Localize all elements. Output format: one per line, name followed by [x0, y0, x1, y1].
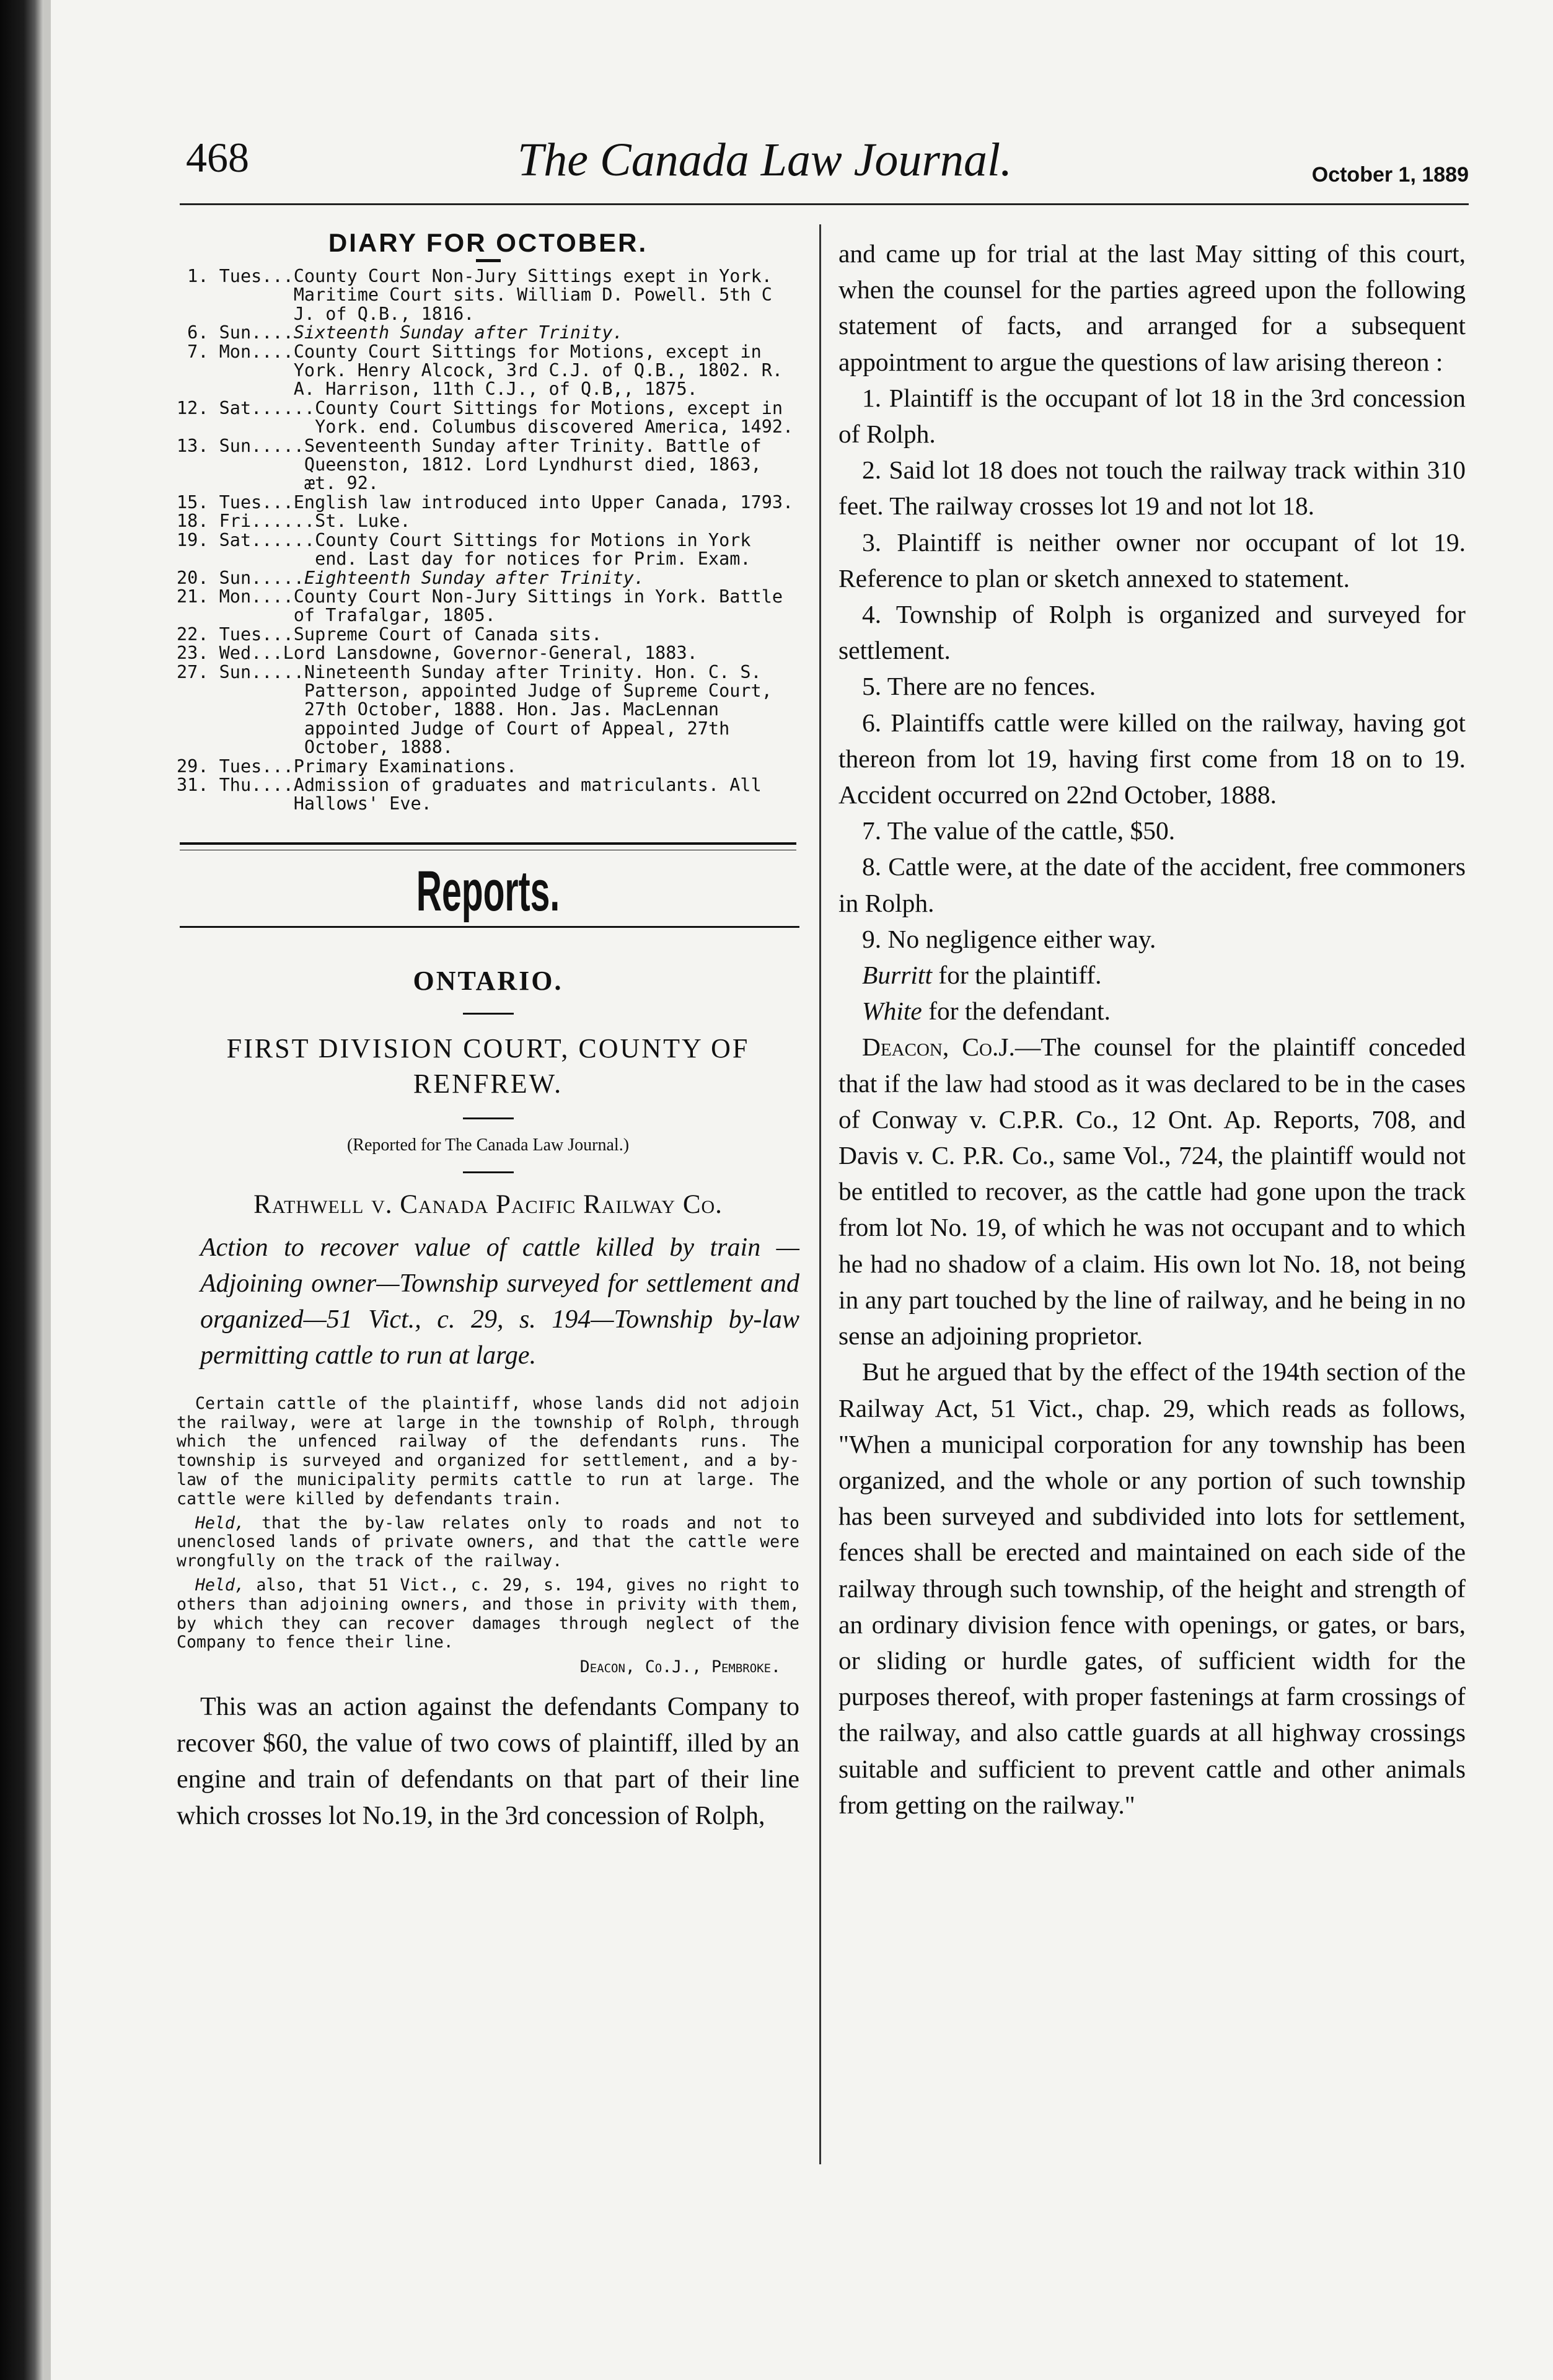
diary-day: 15. Tues... [177, 491, 294, 513]
diary-entry [177, 776, 799, 814]
diary-entry [177, 663, 799, 757]
journal-title: The Canada Law Journal. [517, 134, 1013, 186]
diary-text-italic: Eighteenth Sunday after Trinity. [304, 567, 645, 588]
diary-text: Supreme Court of Canada sits. [293, 624, 602, 645]
diary-day: 20. Sun..... [177, 567, 304, 588]
diary-text: County Court Non-Jury Sittings exept in York. Maritime Court sits. William D. Powell. 5th C J. of Q.B., 1816. [293, 266, 772, 324]
diary-text: Primary Examinations. [293, 756, 517, 777]
diary-title: DIARY FOR OCTOBER. [328, 228, 648, 257]
counsel-name: White [862, 997, 922, 1026]
diary-text: Lord Lansdowne, Governor-General, 1883. [283, 643, 698, 664]
section-double-rule [180, 842, 796, 850]
case-title-text: Rathwell v. Canada Pacific Railway Co. [253, 1189, 723, 1219]
diary-day: 31. Thu.... [177, 774, 294, 795]
diary-entry [177, 588, 799, 625]
reports-rule [180, 926, 799, 928]
diary-entry [177, 324, 799, 342]
diary-text: County Court Sittings for Motions in York end. Last day for notices for Prim. Exam. [315, 529, 751, 570]
diary-day: 22. Tues... [177, 624, 294, 645]
summary-held-2 [177, 1576, 799, 1652]
fact-6: 6. Plaintiffs cattle were killed on the railway, having got thereon from lot 19, having first come from 18 on to 19. Accident occurred on 22nd October, 1888. [838, 708, 1466, 809]
book-binding-shadow [0, 0, 43, 2380]
diary-entry [177, 343, 799, 399]
diary-text [304, 569, 799, 588]
diary-day: 19. Sat...... [177, 529, 315, 550]
diary-entry [177, 399, 799, 437]
left-column [177, 228, 799, 1834]
counsel-plaintiff [838, 957, 1466, 993]
reported-for: (Reported for The Canada Law Journal.) [346, 1135, 630, 1155]
summary-held-1 [177, 1514, 799, 1571]
body-paragraph: This was an action against the defendants Company to recover $60, the value of two cows of plaintiff, illed by an engine and train of defendants on that part of their line which crosses lot No.19, in the 3rd concession of Rolph, [177, 1693, 799, 1830]
diary-text [294, 324, 799, 342]
held-label: Held, [195, 1513, 245, 1533]
case-headnote: Action to recover value of cattle killed by train —Adjoining owner—Township surveyed for settlement and organized—51 Vict., c. 29, s. 194—Township by-law permitting cattle to run at large. [200, 1233, 799, 1370]
counsel-role: for the defendant. [922, 997, 1111, 1026]
header-rule [180, 203, 1469, 205]
case-summary [177, 1395, 799, 1652]
issue-date: October 1, 1889 [1311, 163, 1469, 187]
diary-day: 23. Wed... [177, 643, 283, 664]
judgment-paragraph-1 [838, 1029, 1466, 1354]
diary-entry [177, 493, 799, 512]
diary-entry [177, 512, 799, 531]
fact-2: 2. Said lot 18 does not touch the railway track within 310 feet. The railway crosses lot 19 and not lot 18. [838, 456, 1466, 521]
binding-edge [43, 0, 51, 2380]
diary-day: 27. Sun..... [177, 661, 304, 682]
diary-entry [177, 625, 799, 644]
diary-entry [177, 569, 799, 588]
column-divider [819, 224, 821, 2164]
diary-day: 7. Mon.... [177, 341, 294, 362]
judge-attribution: Deacon, Co.J., Pembroke. [579, 1657, 781, 1677]
diary-entry [177, 757, 799, 776]
diary-text: County Court Sittings for Motions, except in York. Henry Alcock, 3rd C.J. of Q.B., 1802. R. A. Harrison, 11th C.J., of Q.B,, 1875. [293, 341, 783, 400]
fact-4: 4. Township of Rolph is organized and surveyed for settlement. [838, 600, 1466, 665]
short-dash [463, 1013, 514, 1015]
held-text: also, that 51 Vict., c. 29, s. 194, gives no right to others than adjoining owners, and those in privity with them, by which they can recover damages through neglect of the Company to fence their line. [177, 1575, 799, 1652]
fact-3: 3. Plaintiff is neither owner nor occupant of lot 19. Reference to plan or sketch annexed to statement. [838, 527, 1466, 593]
diary-list [177, 267, 799, 814]
counsel-role: for the plaintiff. [932, 961, 1102, 990]
judgment-text: —The counsel for the plaintiff conceded that if the law had stood as it was declared to be in the cases of Conway v. C.P.R. Co., 12 Ont. Ap. Reports, 708, and Davis v. C. P.R. Co., same Vol., 724, the plaintiff would not be entitled to recover, as the cattle had gone upon the track from lot No. 19, of which he was not occupant and to which he had no shadow of a claim. His own lot No. 18, not being in any part touched by the line of railway, and he being in no sense an adjoining proprietor. [838, 1033, 1466, 1351]
short-dash [463, 1117, 514, 1119]
fact-8: 8. Cattle were, at the date of the accident, free commoners in Rolph. [838, 852, 1466, 917]
diary-day: 29. Tues... [177, 756, 294, 777]
court-heading: FIRST DIVISION COURT, COUNTY OF RENFREW. [226, 1033, 750, 1099]
diary-text: County Court Sittings for Motions, except in York. end. Columbus discovered America, 1492. [315, 397, 794, 438]
diary-text: Seventeenth Sunday after Trinity. Battle of Queenston, 1812. Lord Lyndhurst died, 1863, æt. 92. [304, 435, 762, 494]
judgment-judge: Deacon, Co.J. [862, 1033, 1015, 1062]
diary-text: English law introduced into Upper Canada, 1793. [293, 491, 794, 513]
diary-day: 18. Fri...... [177, 511, 315, 532]
diary-text: St. Luke. [315, 511, 411, 532]
short-dash [463, 1171, 514, 1173]
diary-entry [177, 531, 799, 569]
fact-9: 9. No negligence either way. [862, 924, 1156, 953]
diary-text-italic: Sixteenth Sunday after Trinity. [293, 322, 623, 343]
body-paragraph: and came up for trial at the last May sitting of this court, when the counsel for the parties agreed upon the following statement of facts, and arranged for a subsequent appointment to argue the questions of law arising thereon : [838, 239, 1466, 376]
summary-facts: Certain cattle of the plaintiff, whose lands did not adjoin the railway, were at large in the township of Rolph, through which the unfenced railway of the defendants runs. The township is surveyed and organized for settlement, and a by-law of the municipality permits cattle to run at large. The cattle were killed by defendants train. [177, 1393, 799, 1509]
diary-day: 21. Mon.... [177, 586, 294, 607]
diary-dash [476, 259, 501, 262]
counsel-name: Burritt [862, 961, 932, 990]
case-title [177, 1189, 799, 1220]
diary-day: 1. Tues... [177, 266, 294, 286]
diary-entry [177, 267, 799, 324]
fact-7: 7. The value of the cattle, $50. [862, 816, 1176, 845]
held-label: Held, [195, 1575, 245, 1595]
fact-5: 5. There are no fences. [862, 672, 1096, 701]
diary-text: County Court Non-Jury Sittings in York. Battle of Trafalgar, 1805. [293, 586, 783, 626]
province-heading: ONTARIO. [413, 965, 563, 996]
held-text: that the by-law relates only to roads and not to unenclosed lands of private owners, and that the cattle were wrongfully on the track of the railway. [177, 1513, 799, 1571]
page-number: 468 [186, 134, 249, 181]
diary-day: 13. Sun..... [177, 435, 304, 456]
judgment-paragraph-2: But he argued that by the effect of the 194th section of the Railway Act, 51 Vict., chap. 29, which reads as follows, "When a municipal corporation for any township has been organized, and the whole or any portion of such township has been surveyed and subdivided into lots for settlement, fences shall be erected and maintained on each side of the railway through such township, of the height and strength of an ordinary division fence with openings, or gates, or bars, or sliding or hurdle gates, of sufficient width for the purposes thereof, with proper fastenings at farm crossings of the railway, and also cattle guards at all highway crossings suitable and sufficient to prevent cattle and other animals from getting on the railway." [838, 1357, 1466, 1819]
right-column [838, 236, 1466, 1823]
diary-day: 6. Sun.... [177, 322, 294, 343]
page-header [180, 133, 1469, 201]
diary-entry [177, 437, 799, 493]
diary-text: Nineteenth Sunday after Trinity. Hon. C. S. Patterson, appointed Judge of Supreme Court, 27th October, 1888. Hon. Jas. MacLennan appointed Judge of Court of Appeal, 27th October, 1888. [304, 661, 772, 758]
reports-heading: Reports. [416, 859, 560, 923]
fact-1: 1. Plaintiff is the occupant of lot 18 in the 3rd concession of Rolph. [838, 383, 1466, 449]
diary-text: Admission of graduates and matriculants. All Hallows' Eve. [293, 774, 762, 814]
counsel-defendant [838, 993, 1466, 1029]
diary-entry [177, 644, 799, 663]
diary-day: 12. Sat...... [177, 397, 315, 418]
